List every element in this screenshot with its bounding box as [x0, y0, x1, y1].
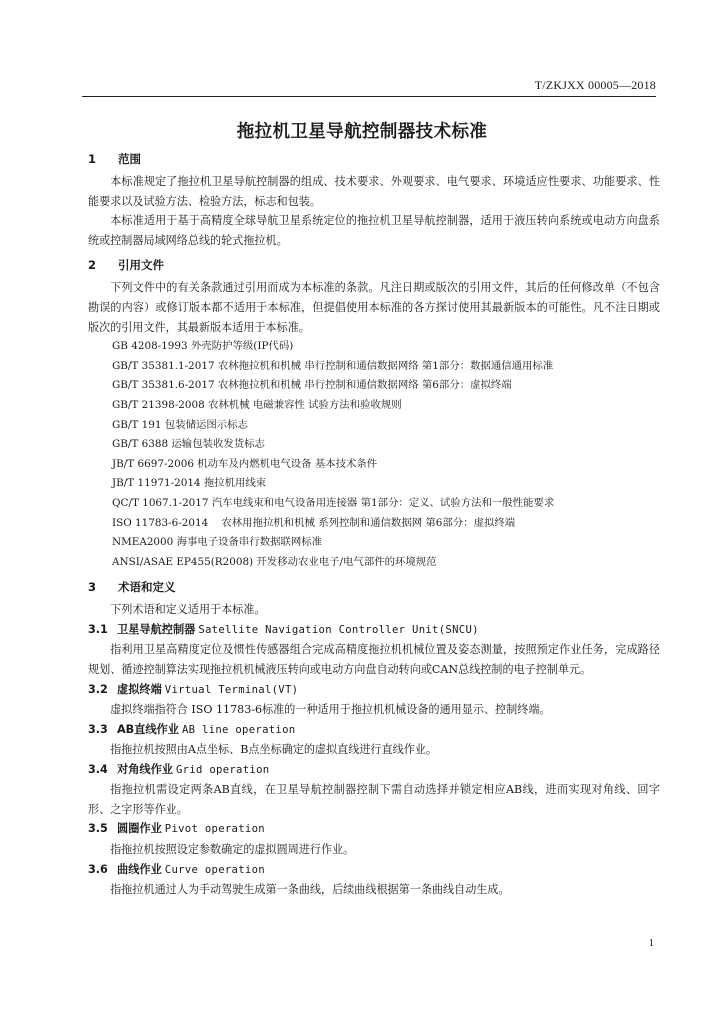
- section-heading-terms: [88, 578, 660, 596]
- section-title: 引用文件: [118, 258, 164, 273]
- reference-item: GB/T 35381.1-2017 农林拖拉机和机械 串行控制和通信数据网络 第1部分：数据通信通用标准: [112, 359, 554, 372]
- term-number: 3.3: [88, 722, 108, 736]
- reference-item: GB/T 35381.6-2017 农林拖拉机和机械 串行控制和通信数据网络 第6部分：虚拟终端: [112, 379, 512, 392]
- reference-item: GB/T 191 包装储运图示标志: [112, 418, 248, 431]
- scope-paragraph: 本标准适用于基于高精度全球导航卫星系统定位的拖拉机卫星导航控制器，适用于液压转向系统或电动方向盘系统或控制器局域网络总线的轮式拖拉机。: [88, 214, 660, 247]
- term-name-cn: 卫星导航控制器: [117, 622, 196, 636]
- term-definition: 指利用卫星高精度定位及惯性传感器组合完成高精度拖拉机机械位置及姿态测量，按照预定作业任务，完成路径规划、循迹控制算法实现拖拉机机械液压转向或电动方向盘自动转向或CAN总线控制的电子控制单元。: [88, 643, 660, 676]
- document-title: 拖拉机卫星导航控制器技术标准: [236, 122, 488, 142]
- term-heading: [88, 819, 660, 840]
- reference-item: GB/T 6388 运输包装收发货标志: [112, 438, 265, 451]
- reference-item: JB/T 6697-2006 机动车及内燃机电气设备 基本技术条件: [112, 457, 378, 470]
- term-heading: [88, 680, 660, 701]
- term-name-en: AB line operation: [181, 723, 296, 736]
- scope-paragraph: 本标准规定了拖拉机卫星导航控制器的组成、技术要求、外观要求、电气要求、环境适应性要求、功能要求、性能要求以及试验方法、检验方法，标志和包装。: [88, 175, 660, 208]
- page-number: 1: [648, 937, 654, 949]
- standard-number: T/ZKJXX 00005—2018: [534, 78, 656, 92]
- term-name-cn: 虚拟终端: [117, 682, 162, 696]
- term-definition: 指拖拉机按照由A点坐标、B点坐标确定的虚拟直线进行直线作业。: [110, 743, 437, 757]
- term-definition: 指拖拉机按照设定参数确定的虚拟圆周进行作业。: [110, 842, 355, 856]
- term-heading: [88, 760, 660, 781]
- term-name-en: Curve operation: [164, 863, 265, 876]
- term-definition: 虚拟终端指符合 ISO 11783-6标准的一种适用于拖拉机机械设备的通用显示、控制终端。: [110, 703, 551, 717]
- header-rule: [82, 96, 656, 97]
- term-name-en: Pivot operation: [164, 823, 265, 836]
- reference-item: ISO 11783-6-2014 农林用拖拉机和机械 系列控制和通信数据网 第6部分：虚拟终端: [112, 516, 516, 529]
- term-name-en: Grid operation: [175, 763, 270, 776]
- section-title: 术语和定义: [118, 580, 176, 595]
- term-heading: [88, 860, 660, 881]
- term-heading: [88, 720, 660, 741]
- term-name-en: Satellite Navigation Controller Unit(SNCU): [198, 623, 479, 636]
- term-heading: [88, 620, 660, 641]
- document-body: [88, 150, 660, 900]
- reference-item: GB 4208-1993 外壳防护等级(IP代码): [112, 340, 294, 353]
- term-number: 3.6: [88, 862, 108, 876]
- term-name-cn: 对角线作业: [117, 762, 173, 776]
- term-definition: 指拖拉机通过人为手动驾驶生成第一条曲线，后续曲线根据第一条曲线自动生成。: [110, 883, 510, 897]
- term-definition: 指拖拉机需设定两条AB直线，在卫星导航控制器控制下需自动选择并锁定相应AB线，进而实现对角线、回字形、之字形等作业。: [88, 783, 660, 816]
- term-name-cn: 圆圈作业: [117, 822, 162, 836]
- section-title: 范围: [118, 152, 141, 166]
- section-heading-scope: [88, 150, 660, 168]
- section-number: 3: [88, 580, 97, 595]
- references-intro: 下列文件中的有关条款通过引用而成为本标准的条款。凡注日期或版次的引用文件，其后的任何修改单（不包含勘误的内容）或修订版本都不适用于本标准，但提倡使用本标准的各方探讨使用其最新版本的可能性。凡不注日期或版次的引用文件，其最新版本适用于本标准。: [88, 281, 660, 334]
- section-number: 2: [88, 258, 97, 273]
- reference-item: NMEA2000 海事电子设备串行数据联网标准: [112, 536, 323, 549]
- term-number: 3.4: [88, 762, 108, 776]
- reference-item: ANSI/ASAE EP455(R2008) 开发移动农业电子/电气部件的环境规范: [112, 555, 437, 568]
- term-number: 3.1: [88, 622, 108, 636]
- term-number: 3.5: [88, 822, 108, 836]
- reference-item: QC/T 1067.1-2017 汽车电线束和电气设备用连接器 第1部分：定义、试验方法和一般性能要求: [112, 496, 555, 509]
- reference-item: JB/T 11971-2014 拖拉机用线束: [112, 477, 267, 490]
- reference-item: GB/T 21398-2008 农林机械 电磁兼容性 试验方法和验收规则: [112, 398, 402, 411]
- section-heading-references: [88, 256, 660, 274]
- term-name-cn: 曲线作业: [117, 862, 162, 876]
- section-number: 1: [88, 152, 97, 166]
- term-name-en: Virtual Terminal(VT): [164, 683, 299, 696]
- terms-intro: 下列术语和定义适用于本标准。: [110, 603, 266, 617]
- term-number: 3.2: [88, 682, 108, 696]
- term-name-cn: AB直线作业: [117, 722, 179, 736]
